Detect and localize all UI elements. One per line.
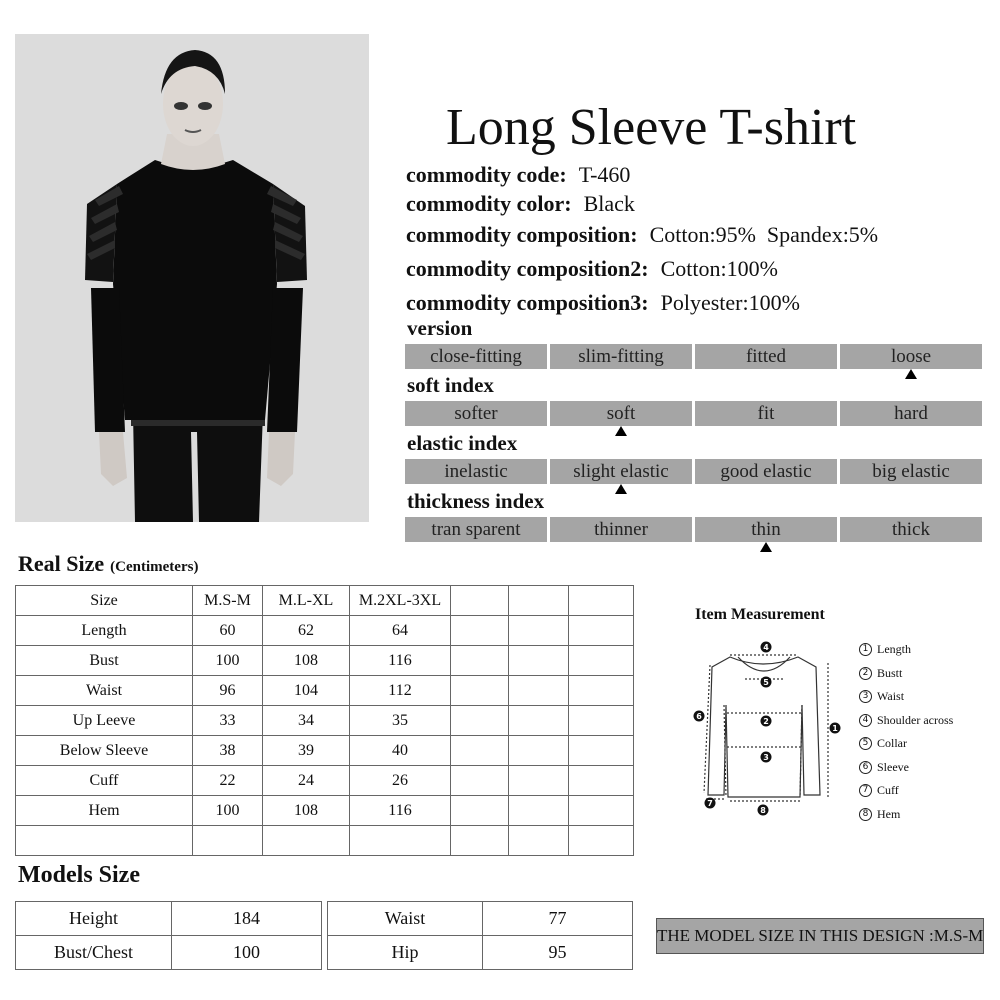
commodity-code-value: T-460	[578, 162, 631, 187]
table-row	[328, 936, 633, 970]
thickness-index-option: thinner	[550, 517, 692, 542]
elastic-index-option: big elastic	[840, 459, 982, 484]
size-table-cell: Bust	[16, 646, 193, 676]
legend-label: Waist	[877, 689, 905, 704]
elastic-index-option: slight elastic	[550, 459, 692, 484]
size-table-cell: 64	[350, 616, 451, 646]
legend-number: 2	[859, 667, 872, 680]
legend-number: 8	[859, 808, 872, 821]
elastic-index-option: good elastic	[695, 459, 837, 484]
size-table-header-row	[16, 586, 634, 616]
size-table-cell	[193, 826, 263, 856]
size-table-cell	[451, 826, 509, 856]
legend-label: Shoulder across	[877, 712, 954, 727]
soft-index-option: hard	[840, 401, 982, 426]
models-size-title: Models Size	[18, 862, 140, 888]
size-table-cell	[569, 646, 634, 676]
legend-item	[859, 756, 953, 780]
size-table-cell	[451, 706, 509, 736]
size-table-cell	[509, 616, 569, 646]
table-row	[16, 936, 322, 970]
size-table-cell	[16, 826, 193, 856]
size-table-cell: 100	[193, 796, 263, 826]
diagram-num-4: 4	[763, 643, 769, 652]
commodity-composition2-value: Cotton:100%	[660, 256, 778, 281]
elastic-index-option: inelastic	[405, 459, 547, 484]
table-row	[16, 706, 634, 736]
size-table-cell	[451, 766, 509, 796]
legend-number: 5	[859, 737, 872, 750]
version-option: loose	[840, 344, 982, 369]
size-table-cell: 108	[263, 646, 350, 676]
legend-number: 6	[859, 761, 872, 774]
measurement-diagram	[690, 635, 850, 820]
commodity-color-label: commodity color:	[406, 191, 572, 216]
legend-item	[859, 709, 953, 733]
size-table-cell: 24	[263, 766, 350, 796]
size-table-cell	[509, 736, 569, 766]
thickness-index-option: thin	[695, 517, 837, 542]
size-table-cell: Below Sleeve	[16, 736, 193, 766]
size-table-cell	[569, 616, 634, 646]
commodity-composition-label: commodity composition:	[406, 222, 638, 247]
legend-number: 3	[859, 690, 872, 703]
version-title: version	[407, 316, 473, 340]
model-waist-label: Waist	[328, 902, 483, 936]
legend-item	[859, 732, 953, 756]
size-table-cell: 116	[350, 646, 451, 676]
soft-index-marker	[615, 426, 627, 436]
size-table-cell	[569, 766, 634, 796]
legend-label: Length	[877, 642, 911, 657]
size-table-cell: 104	[263, 676, 350, 706]
size-table	[15, 585, 634, 856]
size-table-cell: 60	[193, 616, 263, 646]
commodity-code-row	[406, 162, 630, 188]
real-size-heading: Real Size	[18, 551, 105, 576]
model-height-label: Height	[16, 902, 172, 936]
elastic-index-bar	[405, 459, 985, 484]
size-table-cell	[569, 736, 634, 766]
size-table-cell: 112	[350, 676, 451, 706]
size-table-cell: Up Leeve	[16, 706, 193, 736]
commodity-code-label: commodity code:	[406, 162, 567, 187]
commodity-composition3-row	[406, 290, 800, 316]
legend-number: 4	[859, 714, 872, 727]
size-table-header-cell: M.L-XL	[263, 586, 350, 616]
diagram-num-2: 2	[763, 717, 769, 726]
model-illustration	[15, 34, 369, 522]
size-table-body	[16, 586, 634, 856]
size-table-cell	[509, 796, 569, 826]
model-size-note: THE MODEL SIZE IN THIS DESIGN :M.S-M	[656, 918, 984, 954]
size-table-cell: 34	[263, 706, 350, 736]
size-table-cell	[263, 826, 350, 856]
diagram-num-8: 8	[760, 806, 766, 815]
size-table-cell	[569, 706, 634, 736]
size-table-cell	[451, 646, 509, 676]
size-table-cell: 108	[263, 796, 350, 826]
size-table-header-cell	[509, 586, 569, 616]
size-table-cell: 40	[350, 736, 451, 766]
model-height-value: 184	[172, 902, 322, 936]
diagram-num-6: 6	[696, 712, 702, 721]
diagram-num-5: 5	[763, 678, 769, 687]
legend-item	[859, 803, 953, 827]
size-table-cell	[451, 736, 509, 766]
size-table-cell	[451, 676, 509, 706]
version-option: fitted	[695, 344, 837, 369]
soft-index-option: soft	[550, 401, 692, 426]
version-bar	[405, 344, 985, 369]
size-table-cell	[509, 826, 569, 856]
soft-index-title: soft index	[407, 373, 494, 397]
model-hip-label: Hip	[328, 936, 483, 970]
real-size-title	[18, 551, 198, 577]
legend-label: Bustt	[877, 665, 903, 680]
models-table-right	[327, 901, 633, 970]
size-table-cell: 22	[193, 766, 263, 796]
commodity-composition3-label: commodity composition3:	[406, 290, 649, 315]
commodity-composition-row	[406, 222, 878, 248]
thickness-index-option: tran sparent	[405, 517, 547, 542]
table-row	[16, 902, 322, 936]
model-bust-value: 100	[172, 936, 322, 970]
table-row	[16, 646, 634, 676]
real-size-unit: (Centimeters)	[110, 559, 199, 575]
table-row	[16, 736, 634, 766]
size-table-cell	[350, 826, 451, 856]
size-table-cell	[509, 676, 569, 706]
size-table-header-cell: Size	[16, 586, 193, 616]
table-row	[328, 902, 633, 936]
measurement-legend	[859, 638, 953, 826]
soft-index-option: softer	[405, 401, 547, 426]
size-table-cell: 38	[193, 736, 263, 766]
legend-item	[859, 662, 953, 686]
soft-index-option: fit	[695, 401, 837, 426]
version-option: slim-fitting	[550, 344, 692, 369]
size-table-cell: 39	[263, 736, 350, 766]
size-table-cell: 100	[193, 646, 263, 676]
table-row	[16, 616, 634, 646]
diagram-num-1: 1	[832, 724, 838, 733]
diagram-num-3: 3	[763, 753, 769, 762]
diagram-num-7: 7	[707, 799, 713, 808]
legend-label: Sleeve	[877, 759, 909, 774]
legend-item	[859, 685, 953, 709]
size-table-cell	[569, 796, 634, 826]
version-option: close-fitting	[405, 344, 547, 369]
thickness-index-bar	[405, 517, 985, 542]
legend-item	[859, 638, 953, 662]
size-table-cell: Length	[16, 616, 193, 646]
size-table-cell: 26	[350, 766, 451, 796]
legend-number: 7	[859, 784, 872, 797]
size-table-cell: Cuff	[16, 766, 193, 796]
size-table-cell	[509, 766, 569, 796]
model-hip-value: 95	[483, 936, 633, 970]
commodity-composition2-label: commodity composition2:	[406, 256, 649, 281]
size-table-cell: 96	[193, 676, 263, 706]
model-waist-value: 77	[483, 902, 633, 936]
size-table-header-cell	[569, 586, 634, 616]
size-table-header-cell: M.2XL-3XL	[350, 586, 451, 616]
size-table-cell	[569, 676, 634, 706]
size-table-cell: Waist	[16, 676, 193, 706]
legend-label: Hem	[877, 806, 901, 821]
commodity-composition-value: Cotton:95% Spandex:5%	[649, 222, 879, 247]
item-measurement-title: Item Measurement	[695, 606, 825, 623]
table-row	[16, 826, 634, 856]
size-table-cell: 62	[263, 616, 350, 646]
legend-label: Cuff	[877, 783, 899, 798]
soft-index-bar	[405, 401, 985, 426]
product-title: Long Sleeve T-shirt	[446, 99, 857, 156]
commodity-color-row	[406, 191, 635, 217]
elastic-index-title: elastic index	[407, 431, 518, 455]
size-table-cell: 35	[350, 706, 451, 736]
product-photo	[15, 34, 369, 522]
elastic-index-marker	[615, 484, 627, 494]
size-table-cell	[569, 826, 634, 856]
size-table-cell	[451, 796, 509, 826]
size-table-cell	[509, 646, 569, 676]
thickness-index-title: thickness index	[407, 489, 545, 513]
thickness-index-option: thick	[840, 517, 982, 542]
legend-number: 1	[859, 643, 872, 656]
size-table-header-cell: M.S-M	[193, 586, 263, 616]
size-table-header-cell	[451, 586, 509, 616]
size-table-cell	[451, 616, 509, 646]
commodity-composition3-value: Polyester:100%	[660, 290, 800, 315]
table-row	[16, 766, 634, 796]
size-table-cell	[509, 706, 569, 736]
legend-item	[859, 779, 953, 803]
models-table-left	[15, 901, 322, 970]
model-bust-label: Bust/Chest	[16, 936, 172, 970]
size-table-cell: 33	[193, 706, 263, 736]
commodity-composition2-row	[406, 256, 778, 282]
size-table-cell: 116	[350, 796, 451, 826]
commodity-color-value: Black	[583, 191, 635, 216]
table-row	[16, 796, 634, 826]
version-marker	[905, 369, 917, 379]
legend-label: Collar	[877, 736, 907, 751]
thickness-index-marker	[760, 542, 772, 552]
table-row	[16, 676, 634, 706]
size-table-cell: Hem	[16, 796, 193, 826]
